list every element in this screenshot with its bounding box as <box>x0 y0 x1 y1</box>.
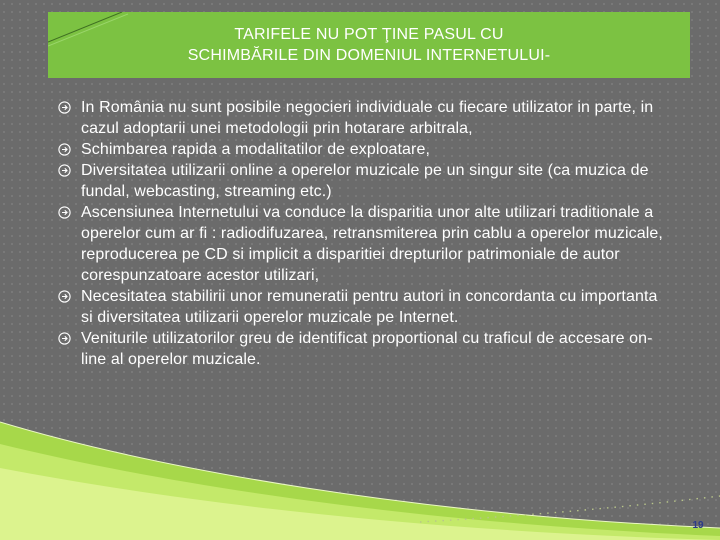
bullet-item <box>58 202 668 286</box>
slide-title <box>188 24 551 66</box>
bullet-list <box>58 97 668 370</box>
circled-arrow-right-icon <box>58 143 71 156</box>
circled-arrow-right-icon <box>58 332 71 345</box>
circled-arrow-right-icon <box>58 206 71 219</box>
bullet-item <box>58 97 668 139</box>
bottom-decoration <box>0 400 720 540</box>
bullet-text: Diversitatea utilizarii online a operelor muzicale pe un singur site (ca muzica de fundal, webcasting, streaming etc.) <box>81 162 649 200</box>
title-line-2: SCHIMBĂRILE DIN DOMENIUL INTERNETULUI- <box>187 47 551 64</box>
bullet-item <box>58 139 668 160</box>
bullet-text: Schimbarea rapida a modalitatilor de exploatare, <box>81 141 430 158</box>
title-box <box>48 12 690 78</box>
bullet-text: Ascensiunea Internetului va conduce la disparitia unor alte utilizari traditionale a operelor cum ar fi : radiodifuzarea, retransmiterea prin cablu a operelor muzicale, reproducerea pe CD si implicit a disparitiei drepturilor patrimoniale de autor corespunzatoare acestor utilizari, <box>81 204 663 284</box>
circled-arrow-right-icon <box>58 290 71 303</box>
bullet-text: Veniturile utilizatorilor greu de identificat proportional cu traficul de accesare on-line al operelor muzicale. <box>81 330 653 368</box>
bullet-text: Necesitatea stabilirii unor remuneratii pentru autori in concordanta cu importanta si diversitatea utilizarii operelor muzicale pe Internet. <box>81 288 658 326</box>
circled-arrow-right-icon <box>58 164 71 177</box>
bullet-item <box>58 160 668 202</box>
bullet-item <box>58 286 668 328</box>
title-line-1: TARIFELE NU POT ŢINE PASUL CU <box>234 26 504 43</box>
page-number: 19 <box>692 520 704 531</box>
bullet-text: In România nu sunt posibile negocieri individuale cu fiecare utilizator in parte, in cazul adoptarii unei metodologii prin hotarare arbitrala, <box>81 99 654 137</box>
circled-arrow-right-icon <box>58 101 71 114</box>
bullet-item <box>58 328 668 370</box>
